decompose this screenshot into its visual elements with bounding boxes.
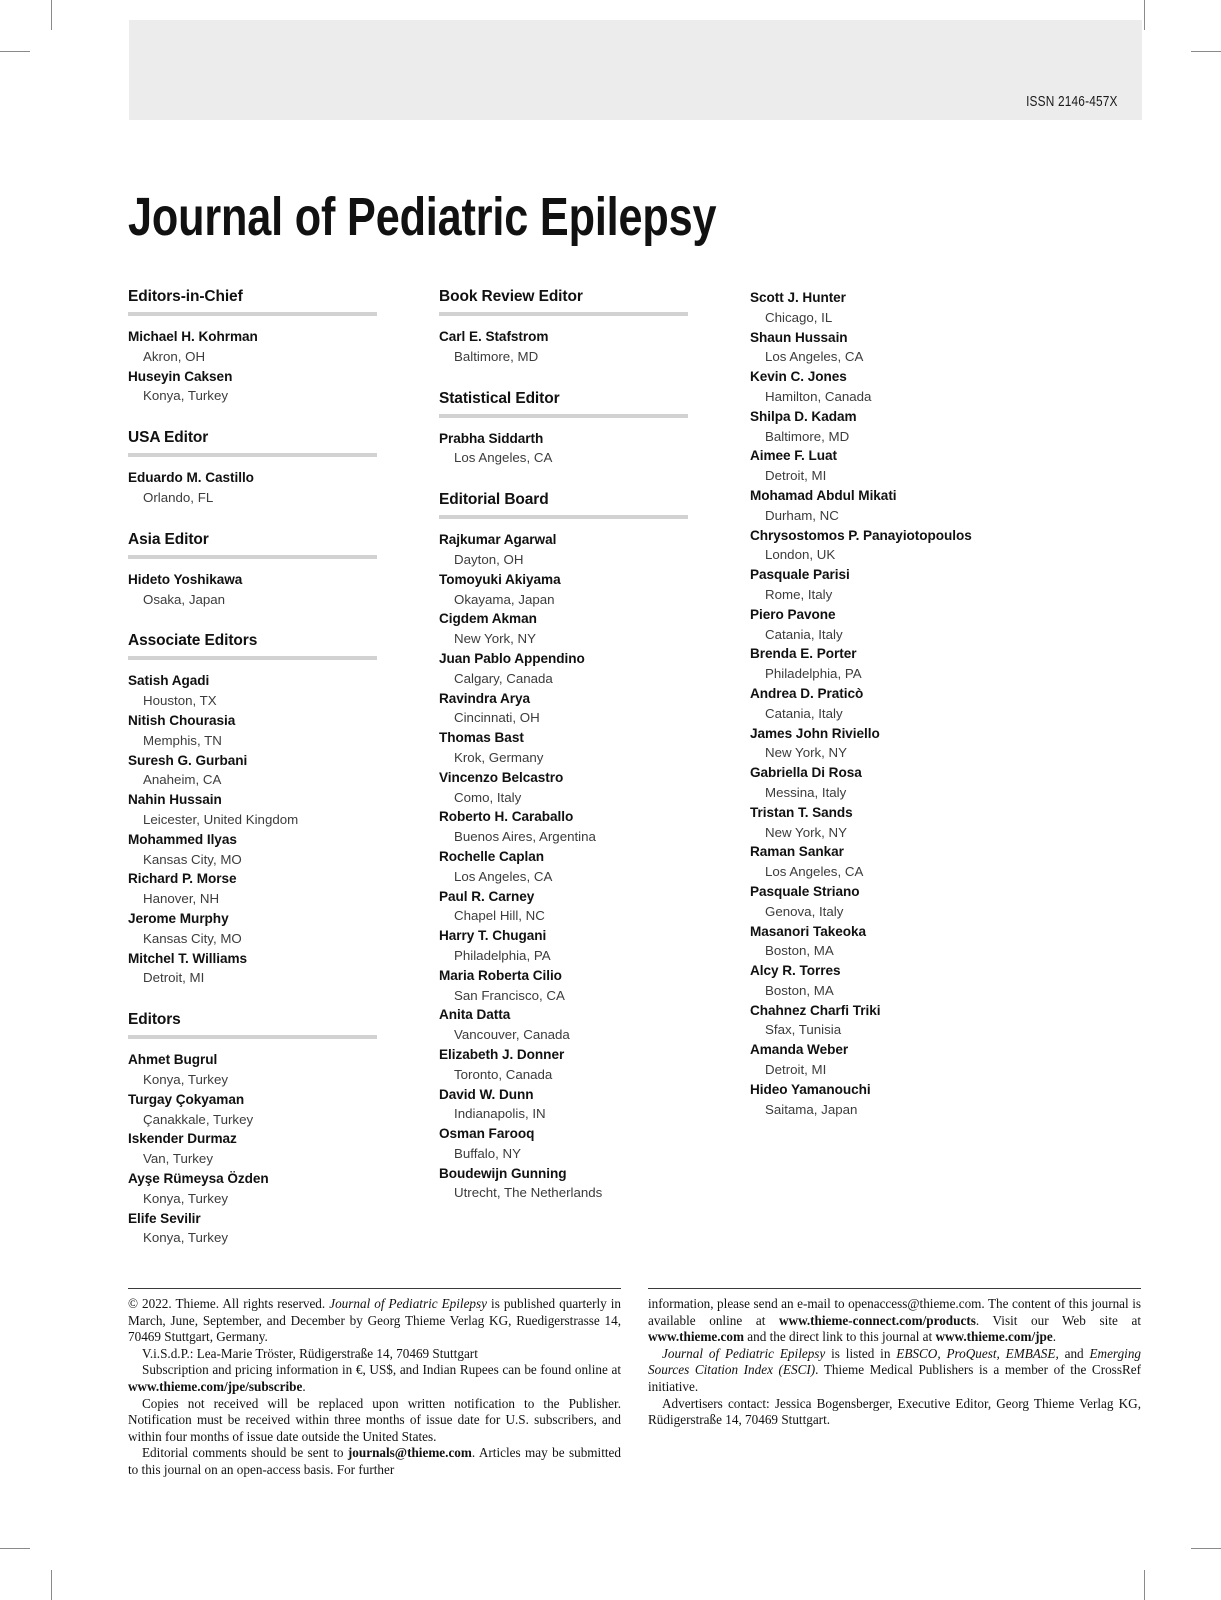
section-rule xyxy=(128,1035,377,1039)
editor-affiliation: Utrecht, The Netherlands xyxy=(454,1185,603,1201)
issn-band xyxy=(129,20,1142,120)
section-rule xyxy=(128,453,377,457)
section-rule xyxy=(439,515,688,519)
masthead-section xyxy=(128,429,377,508)
editor-entry xyxy=(750,803,999,843)
jpe-url[interactable]: www.thieme.com/jpe xyxy=(935,1329,1053,1345)
editor-name: Osman Farooq xyxy=(439,1126,535,1142)
editor-affiliation: Philadelphia, PA xyxy=(454,947,551,963)
editor-name: Shilpa D. Kadam xyxy=(750,408,857,424)
editor-entry xyxy=(439,728,688,768)
editor-affiliation: Buffalo, NY xyxy=(454,1145,522,1161)
editor-entry xyxy=(128,790,377,830)
editor-entry xyxy=(128,869,377,909)
editor-affiliation: Philadelphia, PA xyxy=(765,666,862,682)
editor-entry xyxy=(128,949,377,989)
editor-affiliation: London, UK xyxy=(765,547,836,563)
editor-entry xyxy=(128,909,377,949)
editor-name: Ravindra Arya xyxy=(439,690,531,706)
editor-name: Elizabeth J. Donner xyxy=(439,1046,565,1062)
editor-entry xyxy=(439,1005,688,1045)
indexing-mid: and xyxy=(1058,1345,1090,1361)
editor-name: Richard P. Morse xyxy=(128,871,237,887)
journal-name-italic: Journal of Pediatric Epilepsy xyxy=(329,1296,488,1311)
journal-title: Journal of Pediatric Epilepsy xyxy=(128,187,717,248)
editor-affiliation: Çanakkale, Turkey xyxy=(143,1111,254,1127)
database-list-2: Emerging Sources Citation Index (ESCI) xyxy=(648,1345,1142,1378)
section-rule xyxy=(439,414,688,418)
editor-affiliation: Catania, Italy xyxy=(765,705,843,721)
editor-name: Mohammed Ilyas xyxy=(128,831,237,847)
editor-entry xyxy=(750,684,999,724)
editor-name: Raman Sankar xyxy=(750,844,844,860)
section-heading: Associate Editors xyxy=(128,632,258,650)
editor-name: Vincenzo Belcastro xyxy=(439,769,564,785)
editor-entry xyxy=(750,1001,999,1041)
masthead-column-2 xyxy=(439,288,688,1248)
editor-name: Mohamad Abdul Mikati xyxy=(750,487,897,503)
editor-name: Shaun Hussain xyxy=(750,329,848,345)
editor-name: Roberto H. Caraballo xyxy=(439,809,574,825)
colophon-left-column xyxy=(128,1288,621,1479)
editor-name: Cigdem Akman xyxy=(439,611,537,627)
editor-affiliation: Sfax, Tunisia xyxy=(765,1022,842,1038)
editor-affiliation: Van, Turkey xyxy=(143,1151,213,1167)
editor-affiliation: Los Angeles, CA xyxy=(454,868,553,884)
editor-entry xyxy=(128,671,377,711)
editor-entry xyxy=(750,486,999,526)
editor-affiliation: Leicester, United Kingdom xyxy=(143,811,299,827)
editor-entry xyxy=(128,327,377,367)
editorial-text-tail: . Articles may be submitted to this journal on an open-access basis. For further xyxy=(128,1445,621,1477)
editor-affiliation: Houston, TX xyxy=(143,693,217,709)
editor-entry xyxy=(750,961,999,1001)
colophon xyxy=(128,1288,1141,1479)
editor-entry xyxy=(439,530,688,570)
editor-name: Juan Pablo Appendino xyxy=(439,650,585,666)
masthead-column-3 xyxy=(750,288,999,1248)
copyright-text-lead: © 2022. Thieme. All rights reserved. xyxy=(128,1296,330,1311)
journals-email[interactable]: journals@thieme.com xyxy=(347,1445,472,1461)
editor-name: Aimee F. Luat xyxy=(750,448,837,464)
section-heading: USA Editor xyxy=(128,429,209,447)
masthead-section xyxy=(750,288,999,1119)
editor-entry xyxy=(128,711,377,751)
editor-entry xyxy=(750,605,999,645)
editor-affiliation: Chapel Hill, NC xyxy=(454,908,545,924)
editor-entry xyxy=(750,328,999,368)
editor-affiliation: Genova, Italy xyxy=(765,903,844,919)
editor-name: Iskender Durmaz xyxy=(128,1131,237,1147)
online-access-mid2: and the direct link to this journal at xyxy=(743,1329,936,1345)
copyright-paragraph xyxy=(128,1296,621,1346)
editor-name: Nitish Chourasia xyxy=(128,712,236,728)
editor-entry xyxy=(439,1164,688,1204)
editor-affiliation: Dayton, OH xyxy=(454,551,524,567)
editorial-comments-paragraph xyxy=(128,1445,621,1478)
editor-entry xyxy=(439,1124,688,1164)
masthead-section xyxy=(128,288,377,406)
editor-affiliation: Rome, Italy xyxy=(765,586,833,602)
section-rule xyxy=(439,312,688,316)
editor-entry xyxy=(750,1080,999,1120)
editor-name: Carl E. Stafstrom xyxy=(439,329,549,344)
editor-entry xyxy=(750,407,999,447)
editor-entry xyxy=(439,926,688,966)
editor-entry xyxy=(439,570,688,610)
editor-entry xyxy=(128,1209,377,1249)
editor-name: Alcy R. Torres xyxy=(750,963,841,979)
editor-name: Huseyin Caksen xyxy=(128,368,233,384)
subscribe-url[interactable]: www.thieme.com/jpe/subscribe xyxy=(128,1378,303,1394)
visdp-paragraph: V.i.S.d.P.: Lea-Marie Tröster, Rüdigerstraße 14, 70469 Stuttgart xyxy=(142,1345,478,1361)
editor-entry xyxy=(750,565,999,605)
editor-affiliation: Calgary, Canada xyxy=(454,670,553,686)
editor-affiliation: Indianapolis, IN xyxy=(454,1106,546,1122)
editor-name: Hideo Yamanouchi xyxy=(750,1081,871,1097)
editor-affiliation: Como, Italy xyxy=(454,789,522,805)
editor-entry xyxy=(128,367,377,407)
crop-mark-bottom-right-horizontal xyxy=(1191,1548,1221,1549)
editor-affiliation: New York, NY xyxy=(765,824,848,840)
indexing-lead: is listed in xyxy=(825,1345,897,1361)
editor-name: Ahmet Bugrul xyxy=(128,1052,218,1068)
editor-name: Jerome Murphy xyxy=(128,910,229,926)
issn-number: ISSN 2146-457X xyxy=(1026,94,1118,110)
thieme-connect-url[interactable]: www.thieme-connect.com/products xyxy=(779,1312,976,1328)
crop-mark-top-left-horizontal xyxy=(0,51,30,52)
editor-affiliation: Krok, Germany xyxy=(454,749,544,765)
editor-entry xyxy=(128,1129,377,1169)
editor-name: Chahnez Charfi Triki xyxy=(750,1002,881,1018)
indexing-paragraph xyxy=(648,1346,1141,1396)
editor-entry xyxy=(439,807,688,847)
editor-name: Andrea D. Praticò xyxy=(750,685,864,701)
editor-entry xyxy=(750,644,999,684)
editor-affiliation: Baltimore, MD xyxy=(454,348,539,364)
editor-affiliation: Osaka, Japan xyxy=(143,591,226,607)
editor-name: Ayşe Rümeysa Özden xyxy=(128,1170,269,1186)
editor-entry xyxy=(439,689,688,729)
masthead-section xyxy=(128,1011,377,1248)
online-access-lead: information, please send an e-mail to openaccess@thieme.com. The content of this journal is available online at xyxy=(648,1296,1141,1328)
editor-name: Rajkumar Agarwal xyxy=(439,532,557,548)
online-access-paragraph xyxy=(648,1296,1141,1346)
masthead-section xyxy=(128,632,377,988)
editor-affiliation: Boston, MA xyxy=(765,982,834,998)
editor-entry xyxy=(128,468,377,508)
editor-entry xyxy=(439,1045,688,1085)
section-heading: Asia Editor xyxy=(128,530,209,548)
subscription-paragraph xyxy=(128,1362,621,1395)
database-list-1: EBSCO, ProQuest, EMBASE, xyxy=(896,1345,1059,1361)
editor-entry xyxy=(439,1085,688,1125)
editor-name: Piero Pavone xyxy=(750,606,836,622)
crop-mark-top-right-horizontal xyxy=(1191,51,1221,52)
editor-affiliation: Los Angeles, CA xyxy=(765,864,864,880)
editor-entry xyxy=(439,847,688,887)
editor-affiliation: Hamilton, Canada xyxy=(765,388,872,404)
editor-entry xyxy=(750,367,999,407)
editor-entry xyxy=(750,882,999,922)
editor-affiliation: Anaheim, CA xyxy=(143,772,222,788)
editor-affiliation: Kansas City, MO xyxy=(143,851,242,867)
masthead-section xyxy=(439,288,688,367)
editor-name: Anita Datta xyxy=(439,1007,511,1023)
editor-entry xyxy=(750,724,999,764)
editor-name: Brenda E. Porter xyxy=(750,646,857,662)
editor-name: Harry T. Chugani xyxy=(439,928,547,944)
editor-name: Paul R. Carney xyxy=(439,888,535,904)
editor-entry xyxy=(750,763,999,803)
editor-affiliation: Catania, Italy xyxy=(765,626,843,642)
editor-affiliation: New York, NY xyxy=(765,745,848,761)
editor-entry xyxy=(439,429,688,469)
editor-affiliation: Saitama, Japan xyxy=(765,1101,858,1117)
editor-affiliation: Okayama, Japan xyxy=(454,591,555,607)
online-access-mid1: . Visit our Web site at xyxy=(975,1312,1142,1328)
editor-entry xyxy=(128,751,377,791)
editor-name: Satish Agadi xyxy=(128,673,210,689)
editor-affiliation: Konya, Turkey xyxy=(143,388,228,404)
editor-name: Amanda Weber xyxy=(750,1042,849,1058)
editor-entry xyxy=(439,327,688,367)
editor-affiliation: Detroit, MI xyxy=(765,1062,827,1078)
online-access-tail: . xyxy=(1052,1329,1056,1345)
editor-entry xyxy=(128,1050,377,1090)
editor-name: Turgay Çokyaman xyxy=(128,1091,245,1107)
editor-name: Thomas Bast xyxy=(439,730,524,746)
masthead-column-1 xyxy=(128,288,377,1248)
editor-affiliation: Detroit, MI xyxy=(143,970,205,986)
editor-name: Elife Sevilir xyxy=(128,1210,201,1226)
editor-name: James John Riviello xyxy=(750,725,880,741)
crop-mark-bottom-left-vertical xyxy=(51,1570,52,1600)
editor-entry xyxy=(128,1169,377,1209)
editor-affiliation: Toronto, Canada xyxy=(454,1066,553,1082)
editor-entry xyxy=(128,830,377,870)
editor-name: Suresh G. Gurbani xyxy=(128,752,248,768)
editor-affiliation: Baltimore, MD xyxy=(765,428,850,444)
editor-affiliation: Konya, Turkey xyxy=(143,1190,228,1206)
editor-affiliation: Buenos Aires, Argentina xyxy=(454,829,596,845)
editor-entry xyxy=(439,768,688,808)
editor-name: Mitchel T. Williams xyxy=(128,950,248,966)
editor-name: David W. Dunn xyxy=(439,1086,534,1102)
editor-affiliation: Los Angeles, CA xyxy=(765,349,864,365)
editor-name: Nahin Hussain xyxy=(128,792,222,808)
colophon-right-rule xyxy=(648,1288,1141,1289)
crop-mark-bottom-left-horizontal xyxy=(0,1548,30,1549)
advertisers-paragraph: Advertisers contact: Jessica Bogensberger, Executive Editor, Georg Thieme Verlag KG, Rüdigerstraße 14, 70469 Stuttgart. xyxy=(648,1395,1141,1428)
section-rule xyxy=(128,312,377,316)
section-heading: Editors xyxy=(128,1011,181,1029)
editor-name: Pasquale Striano xyxy=(750,883,860,899)
editor-entry xyxy=(750,288,999,328)
editor-affiliation: Kansas City, MO xyxy=(143,930,242,946)
crop-mark-top-right-vertical xyxy=(1144,0,1145,30)
crop-mark-bottom-right-vertical xyxy=(1144,1570,1145,1600)
editor-affiliation: Detroit, MI xyxy=(765,468,827,484)
editor-affiliation: New York, NY xyxy=(454,631,537,647)
editor-affiliation: Boston, MA xyxy=(765,943,834,959)
editor-affiliation: Vancouver, Canada xyxy=(454,1027,570,1043)
masthead-section xyxy=(439,491,688,1203)
editor-affiliation: Durham, NC xyxy=(765,507,839,523)
editor-entry xyxy=(439,966,688,1006)
masthead-section xyxy=(439,390,688,469)
editor-name: Tomoyuki Akiyama xyxy=(439,571,561,587)
editor-entry xyxy=(128,1090,377,1130)
editor-affiliation: Konya, Turkey xyxy=(143,1071,228,1087)
editor-name: Maria Roberta Cilio xyxy=(439,967,562,983)
subscription-text-tail: . xyxy=(302,1378,306,1394)
colophon-right-column xyxy=(648,1288,1141,1479)
editor-name: Kevin C. Jones xyxy=(750,369,847,385)
editor-name: Eduardo M. Castillo xyxy=(128,470,254,486)
section-heading: Editorial Board xyxy=(439,491,549,509)
journal-name-italic-2: Journal of Pediatric Epilepsy xyxy=(662,1345,826,1361)
editor-name: Tristan T. Sands xyxy=(750,804,853,820)
editor-affiliation: Messina, Italy xyxy=(765,784,847,800)
editor-name: Hideto Yoshikawa xyxy=(128,571,243,587)
colophon-left-rule xyxy=(128,1288,621,1289)
editor-entry xyxy=(439,649,688,689)
section-rule xyxy=(128,555,377,559)
editor-entry xyxy=(750,1040,999,1080)
editor-entry xyxy=(439,609,688,649)
indexing-tail: . Thieme Medical Publishers is a member of the CrossRef initiative. xyxy=(648,1362,1141,1394)
editor-affiliation: Orlando, FL xyxy=(143,489,214,505)
editor-name: Michael H. Kohrman xyxy=(128,329,258,344)
editor-name: Chrysostomos P. Panayiotopoulos xyxy=(750,527,972,543)
editor-name: Gabriella Di Rosa xyxy=(750,765,862,781)
editor-affiliation: Chicago, IL xyxy=(765,309,833,325)
masthead-section xyxy=(128,531,377,610)
editor-entry xyxy=(750,842,999,882)
section-heading: Editors-in-Chief xyxy=(128,288,243,305)
editor-name: Pasquale Parisi xyxy=(750,567,850,583)
editor-affiliation: San Francisco, CA xyxy=(454,987,565,1003)
editor-affiliation: Akron, OH xyxy=(143,348,206,364)
claims-paragraph: Copies not received will be replaced upon written notification to the Publisher. Notification must be received within three months of issue date for U.S. subscribers, and within four months of issue date outside the United States. xyxy=(128,1395,621,1444)
editor-name: Prabha Siddarth xyxy=(439,430,544,446)
editor-entry xyxy=(128,570,377,610)
thieme-url[interactable]: www.thieme.com xyxy=(648,1329,744,1345)
crop-mark-top-left-vertical xyxy=(51,0,52,30)
section-heading: Statistical Editor xyxy=(439,389,560,407)
editor-entry xyxy=(750,446,999,486)
editor-entry xyxy=(750,526,999,566)
copyright-text-tail: is published quarterly in March, June, September, and December by Georg Thieme Verlag KG, Ruedigerstrasse 14, 70469 Stuttgart, Germany. xyxy=(128,1296,621,1345)
editor-affiliation: Los Angeles, CA xyxy=(454,450,553,466)
editor-affiliation: Memphis, TN xyxy=(143,732,222,748)
section-rule xyxy=(128,656,377,660)
editor-name: Boudewijn Gunning xyxy=(439,1165,567,1181)
editor-entry xyxy=(439,887,688,927)
editor-affiliation: Hanover, NH xyxy=(143,891,220,907)
editor-name: Masanori Takeoka xyxy=(750,923,867,939)
editor-name: Scott J. Hunter xyxy=(750,290,846,305)
editor-affiliation: Konya, Turkey xyxy=(143,1230,228,1246)
subscription-text-lead: Subscription and pricing information in €, US$, and Indian Rupees can be found online at xyxy=(142,1362,621,1378)
section-heading: Book Review Editor xyxy=(439,288,583,305)
editor-affiliation: Cincinnati, OH xyxy=(454,710,540,726)
editor-name: Rochelle Caplan xyxy=(439,848,545,864)
editorial-text-lead: Editorial comments should be sent to xyxy=(142,1445,348,1461)
masthead-columns xyxy=(128,288,1143,1248)
editor-entry xyxy=(750,922,999,962)
